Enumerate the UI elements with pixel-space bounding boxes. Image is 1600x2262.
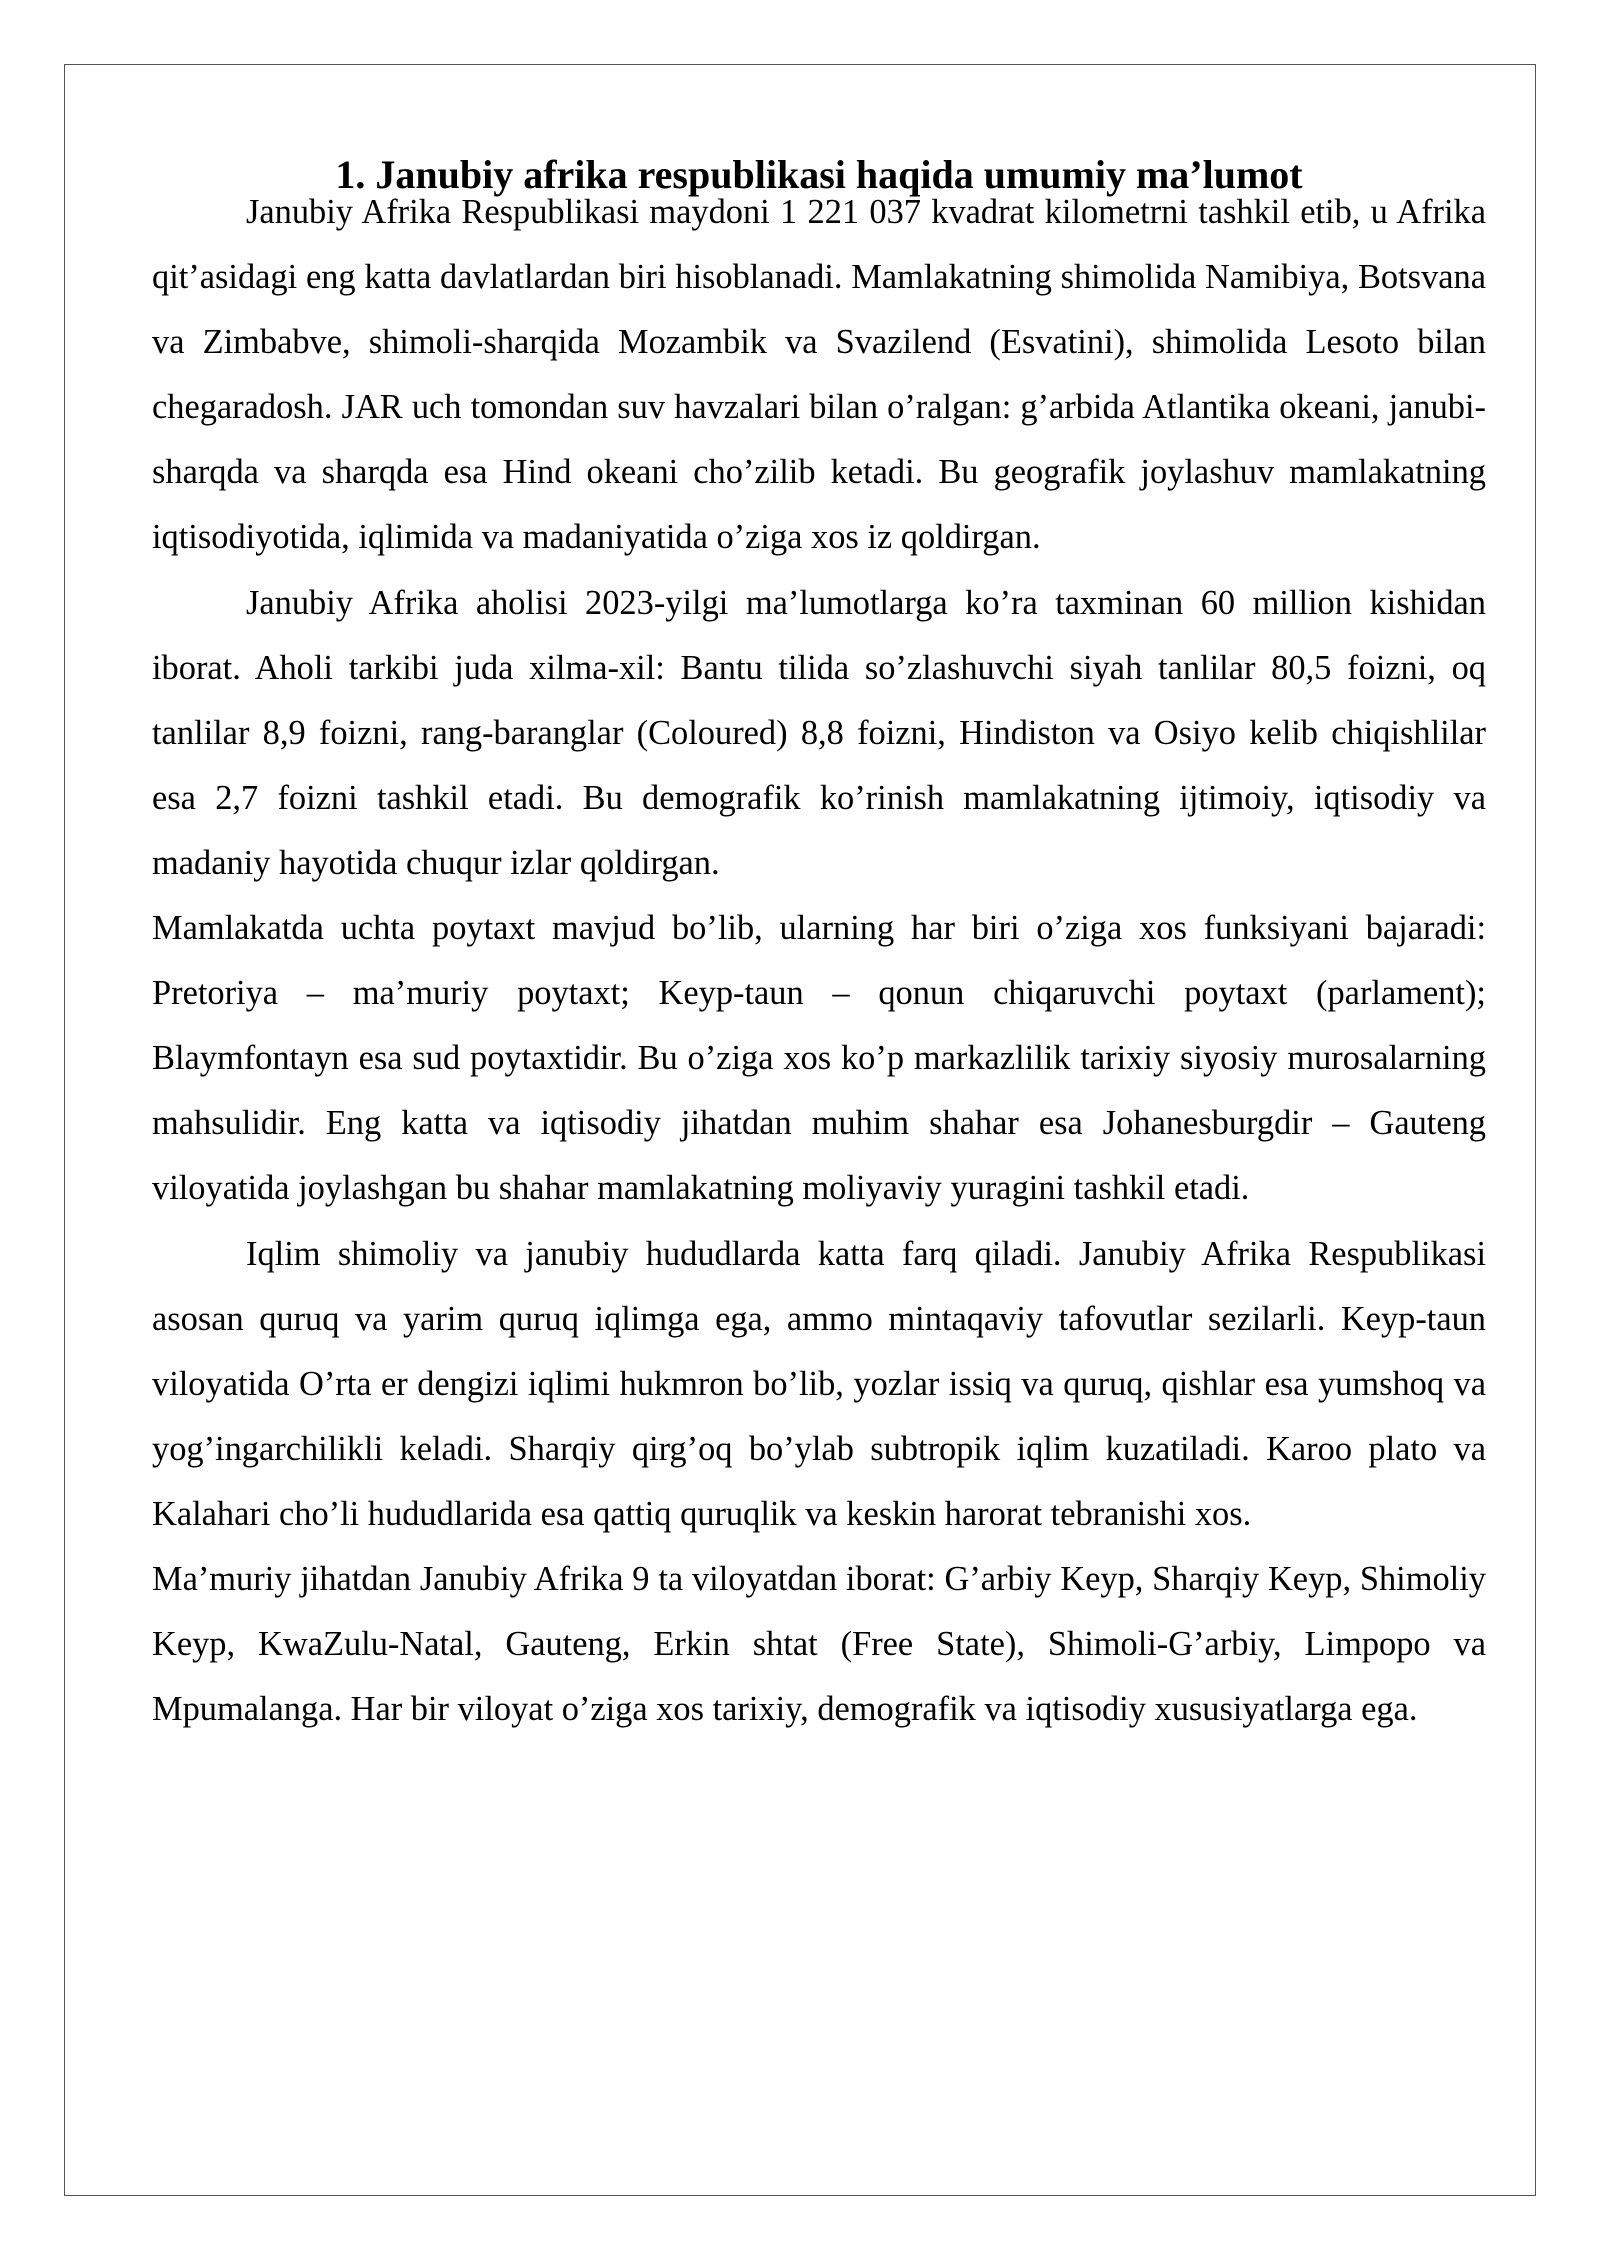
paragraph-climate: Iqlim shimoliy va janubiy hududlarda katta farq qiladi. Janubiy Afrika Respublikasi asosan quruq va yarim quruq iqlimga ega, ammo mintaqaviy tafovutlar sezilarli. Keyp-taun viloyatida O’rta er dengizi iqlimi hukmron bo’lib, yozlar issiq va quruq, qishlar esa yumshoq va yog’ingarchilikli keladi. Sharqiy qirg’oq bo’ylab subtropik iqlim kuzatiladi. Karoo plato va Kalahari cho’li hududlarida esa qattiq quruqlik va keskin harorat tebranishi xos. xyxy=(152,1234,1486,1533)
document-title: 1. Janubiy afrika respublikasi haqida umumiy ma’lumot xyxy=(335,152,1303,197)
paragraph-provinces: Ma’muriy jihatdan Janubiy Afrika 9 ta viloyatdan iborat: G’arbiy Keyp, Sharqiy Keyp, Shimoliy Keyp, KwaZulu-Natal, Gauteng, Erkin shtat (Free State), Shimoli-G’arbiy, Limpopo va Mpumalanga. Har bir viloyat o’ziga xos tarixiy, demografik va iqtisodiy xususiyatlarga ega. xyxy=(152,1559,1486,1729)
document-body xyxy=(152,150,1486,1742)
paragraph-population: Janubiy Afrika aholisi 2023-yilgi ma’lumotlarga ko’ra taxminan 60 million kishidan iborat. Aholi tarkibi juda xilma-xil: Bantu tilida so’zlashuvchi siyah tanlilar 80,5 foizni, oq tanlilar 8,9 foizni, rang-baranglar (Coloured) 8,8 foizni, Hindiston va Osiyo kelib chiqishlilar esa 2,7 foizni tashkil etadi. Bu demografik ko’rinish mamlakatning ijtimoiy, iqtisodiy va madaniy hayotida chuqur izlar qoldirgan. xyxy=(152,583,1486,882)
paragraph-capitals: Mamlakatda uchta poytaxt mavjud bo’lib, ularning har biri o’ziga xos funksiyani bajaradi: Pretoriya – ma’muriy poytaxt; Keyp-taun – qonun chiqaruvchi poytaxt (parlament); Blaymfontayn esa sud poytaxtidir. Bu o’ziga xos ko’p markazlilik tarixiy siyosiy murosalarning mahsulidir. Eng katta va iqtisodiy jihatdan muhim shahar esa Johanesburgdir – Gauteng viloyatida joylashgan bu shahar mamlakatning moliyaviy yuragini tashkil etadi. xyxy=(152,909,1486,1208)
paragraph-geography: Janubiy Afrika Respublikasi maydoni 1 221 037 kvadrat kilometrni tashkil etib, u Afrika qit’asidagi eng katta davlatlardan biri hisoblanadi. Mamlakatning shimolida Namibiya, Botsvana va Zimbabve, shimoli-sharqida Mozambik va Svazilend (Esvatini), shimolida Lesoto bilan chegaradosh. JAR uch tomondan suv havzalari bilan o’ralgan: g’arbida Atlantika okeani, janubi-sharqda va sharqda esa Hind okeani cho’zilib ketadi. Bu geografik joylashuv mamlakatning iqtisodiyotida, iqlimida va madaniyatida o’ziga xos iz qoldirgan. xyxy=(152,193,1486,557)
